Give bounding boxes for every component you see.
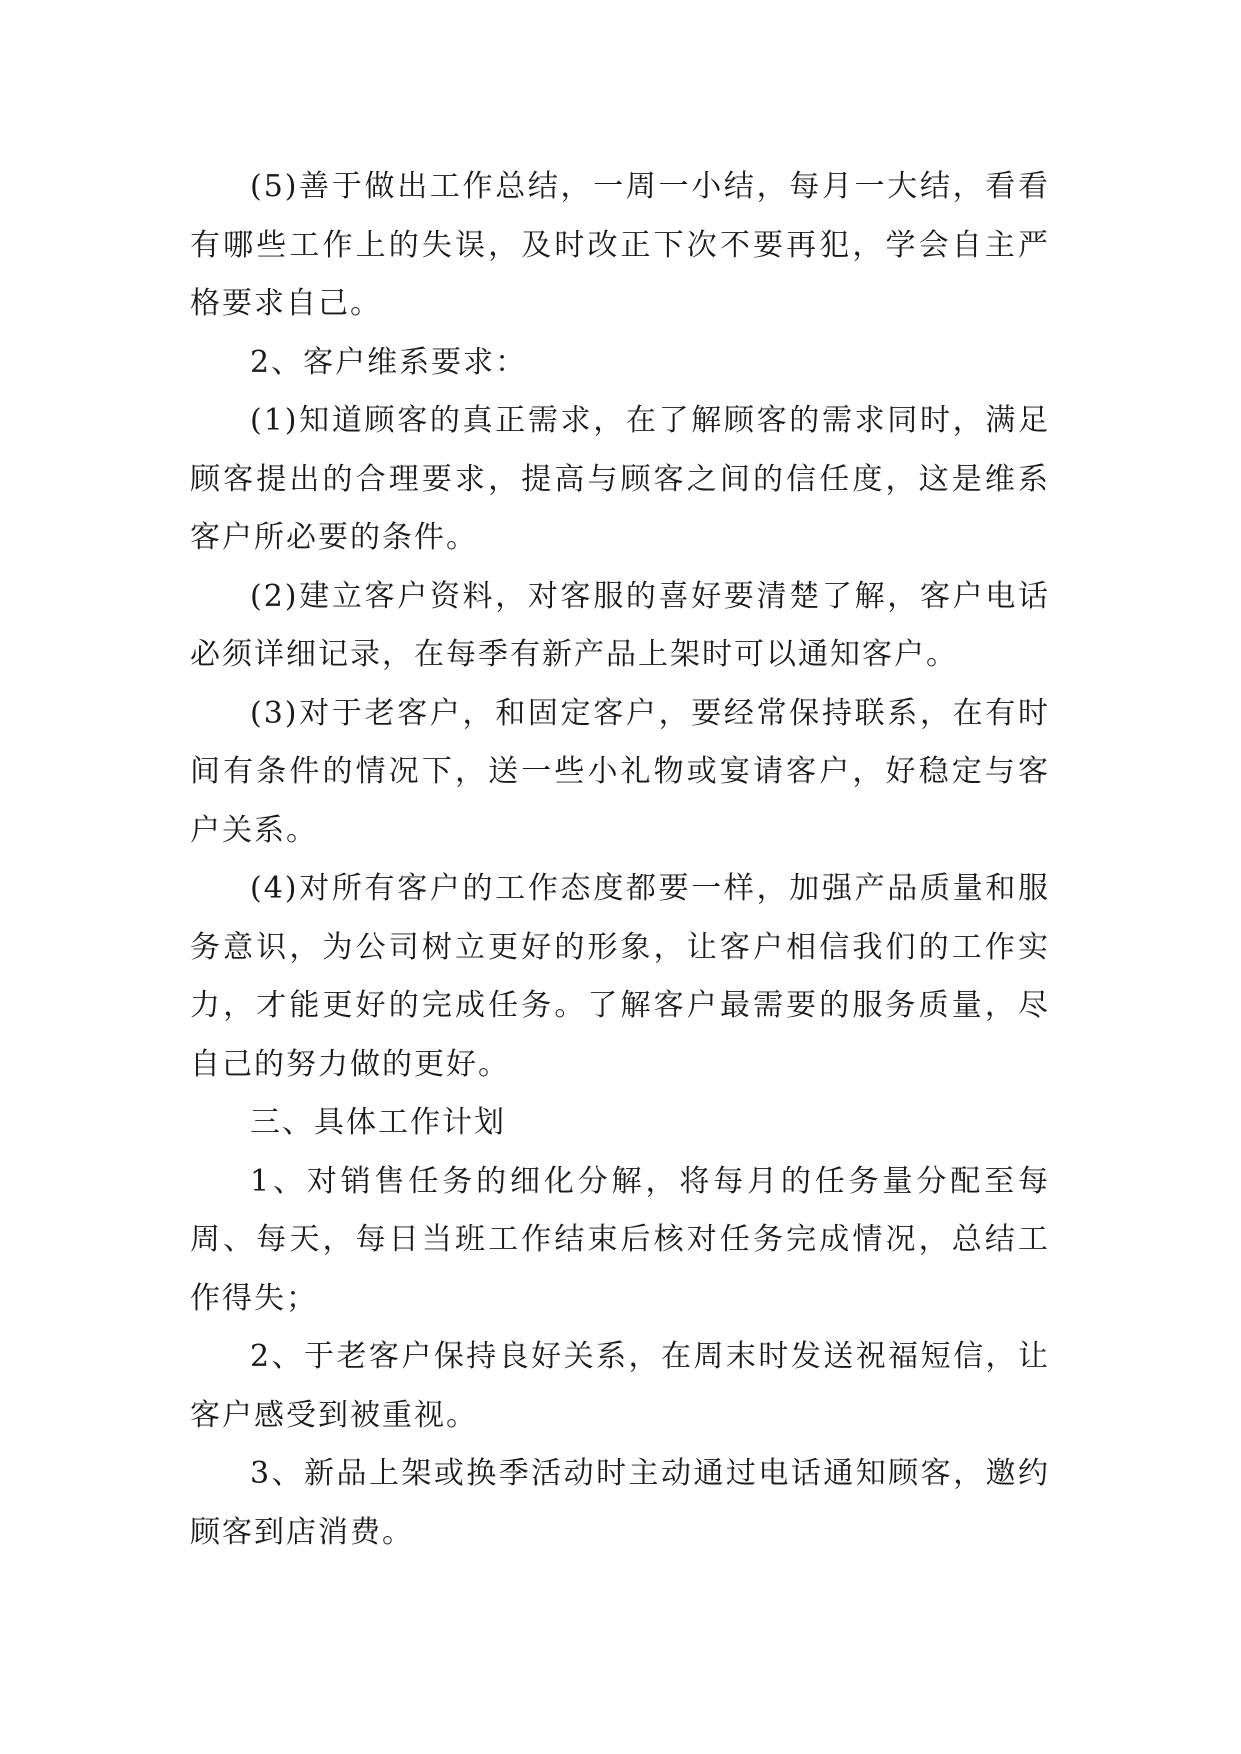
paragraph-summary-habit: (5)善于做出工作总结，一周一小结，每月一大结，看看有哪些工作上的失误，及时改正下次不要再犯，学会自主严格要求自己。 [190, 169, 1050, 321]
paragraph-old-customers: (3)对于老客户，和固定客户，要经常保持联系，在有时间有条件的情况下，送一些小礼物或宴请客户，好稳定与客户关系。 [190, 695, 1050, 848]
paragraph-customer-relations: 2、于老客户保持良好关系，在周末时发送祝福短信，让客户感受到被重视。 [190, 1339, 1050, 1433]
paragraph-work-attitude: (4)对所有客户的工作态度都要一样，加强产品质量和服务意识，为公司树立更好的形象，让客户相信我们的工作实力，才能更好的完成任务。了解客户最需要的服务质量，尽自己的努力做的更好。 [190, 871, 1050, 1082]
paragraph-task-breakdown: 1、对销售任务的细化分解，将每月的任务量分配至每周、每天，每日当班工作结束后核对任务完成情况，总结工作得失； [190, 1163, 1050, 1316]
paragraph-new-product-notice: 3、新品上架或换季活动时主动通过电话通知顾客，邀约顾客到店消费。 [190, 1456, 1050, 1550]
heading-work-plan: 三、具体工作计划 [250, 1105, 506, 1140]
paragraph-customer-records: (2)建立客户资料，对客服的喜好要清楚了解，客户电话必须详细记录，在每季有新产品上架时可以通知客户。 [190, 578, 1050, 672]
heading-customer-maintenance: 2、客户维系要求： [250, 344, 528, 380]
paragraph-customer-needs: (1)知道顾客的真正需求，在了解顾客的需求同时，满足顾客提出的合理要求，提高与顾客之间的信任度，这是维系客户所必要的条件。 [190, 403, 1050, 555]
document-body [190, 158, 1050, 1562]
